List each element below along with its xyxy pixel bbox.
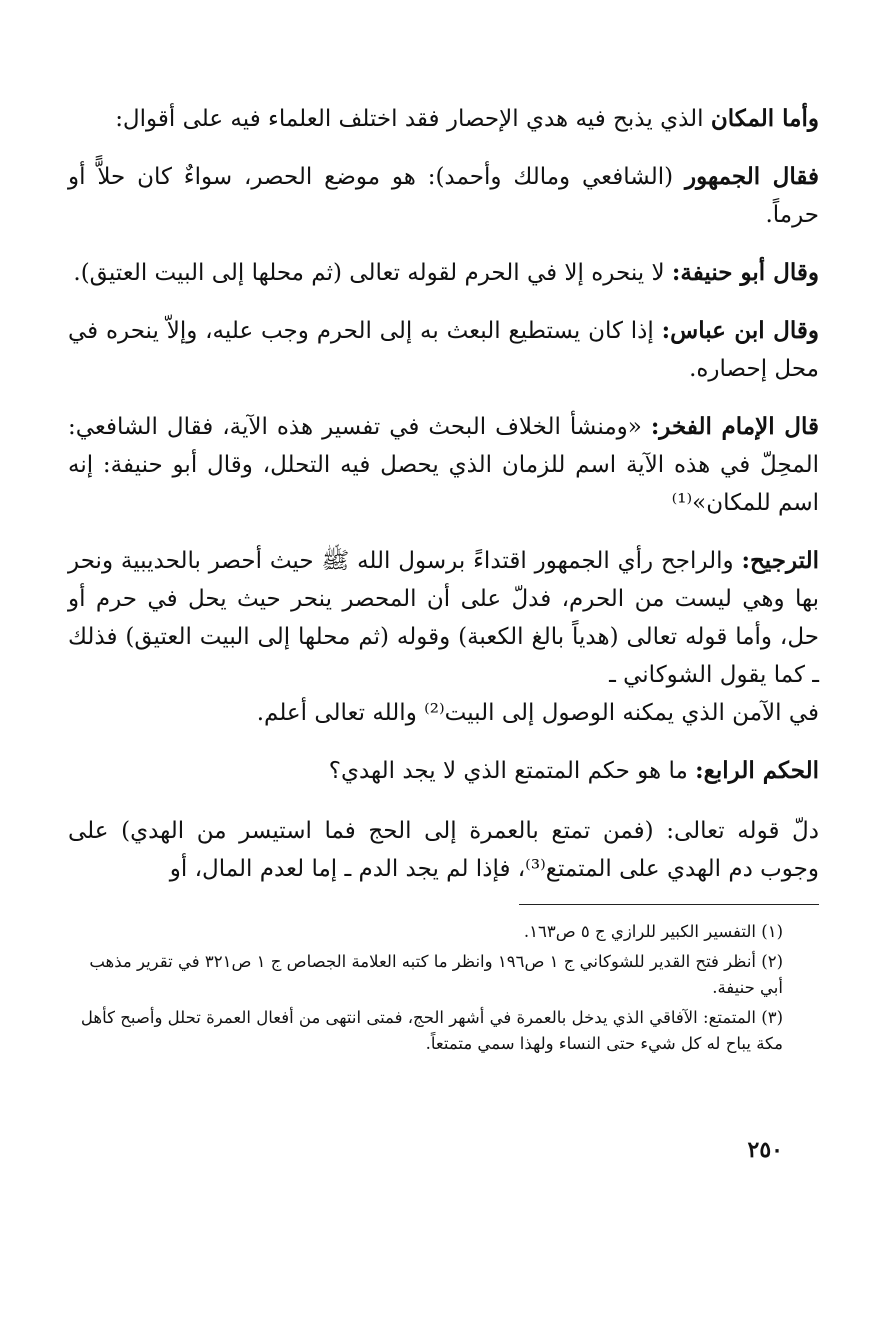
paragraph-lead: قال الإمام الفخر: bbox=[650, 413, 819, 440]
paragraph-lead: وأما المكان bbox=[710, 105, 819, 132]
paragraph-lead: وقال أبو حنيفة: bbox=[671, 259, 819, 286]
paragraph-fakhr-quote bbox=[68, 408, 819, 522]
heading-text: ما هو حكم المتمتع الذي لا يجد الهدي؟ bbox=[328, 758, 696, 784]
paragraph-place-of-sacrifice bbox=[68, 100, 819, 138]
paragraph-text: إذا كان يستطيع البعث به إلى الحرم وجب عليه، وإلاّ ينحره في محل إحصاره. bbox=[68, 318, 819, 382]
paragraph-majority-opinion bbox=[68, 158, 819, 234]
paragraph-text: الذي يذبح فيه هدي الإحصار فقد اختلف العلماء فيه على أقوال: bbox=[115, 106, 711, 132]
footnote-3: (٣) المتمتع: الآفاقي الذي يدخل بالعمرة في أشهر الحج، فمتى انتهى من أفعال العمرة تحلل وأصبح كأهل مكة يباح له كل شيء حتى النساء ولهذا سمي متمتعاً. bbox=[80, 1008, 783, 1053]
footnote-separator bbox=[519, 904, 819, 905]
footnote-2: (٢) أنظر فتح القدير للشوكاني ج ١ ص١٩٦ وانظر ما كتبه العلامة الجصاص ج ١ ص٣٢١ في تقرير مذهب أبي حنيفة. bbox=[89, 952, 783, 997]
paragraph-lead: فقال الجمهور bbox=[684, 163, 819, 190]
paragraph-tamattu: دلّ قوله تعالى: (فمن تمتع بالعمرة إلى الحج فما استيسر من الهدي) على وجوب دم الهدي على المتمتع⁽³⁾، فإذا لم يجد الدم ـ إما لعدم المال، أو bbox=[68, 818, 819, 882]
page-number: ٢٥٠ bbox=[747, 1137, 783, 1163]
paragraph-text: «ومنشأ الخلاف البحث في تفسير هذه الآية، فقال الشافعي: المحِلّ في هذه الآية اسم للزمان الذي يحصل فيه التحلل، وقال أبو حنيفة: إنه اسم للمكان»⁽¹⁾ bbox=[68, 414, 819, 516]
paragraph-tarjih bbox=[68, 542, 819, 694]
paragraph-text: (الشافعي ومالك وأحمد): هو موضع الحصر، سواءٌ كان حلاًّ أو حرماً. bbox=[68, 164, 819, 228]
paragraph-tarjih-last-line: في الآمن الذي يمكنه الوصول إلى البيت⁽²⁾ والله تعالى أعلم. bbox=[256, 700, 819, 726]
paragraph-abu-hanifa-opinion bbox=[68, 254, 819, 292]
heading-lead: الحكم الرابع: bbox=[695, 757, 819, 784]
paragraph-text: والراجح رأي الجمهور اقتداءً برسول الله ﷺ حيث أحصر بالحديبية ونحر بها وهي ليست من الحرم، فدلّ على أن المحصر ينحر حيث يحل في حرم أو حل، وأما قوله تعالى (هدياً بالغ الكعبة) وقوله (ثم محلها إلى البيت العتيق) فذلك ـ كما يقول الشوكاني ـ bbox=[68, 548, 819, 688]
paragraph-lead: وقال ابن عباس: bbox=[661, 317, 819, 344]
paragraph-ibn-abbas-opinion bbox=[68, 312, 819, 388]
paragraph-text: لا ينحره إلا في الحرم لقوله تعالى (ثم محلها إلى البيت العتيق). bbox=[73, 260, 672, 286]
footnote-1: (١) التفسير الكبير للرازي ج ٥ ص١٦٣. bbox=[523, 922, 783, 941]
main-text bbox=[68, 100, 819, 888]
section-heading-fourth-ruling bbox=[68, 752, 819, 790]
footnotes bbox=[68, 919, 819, 1057]
paragraph-lead: الترجيح: bbox=[741, 547, 819, 574]
